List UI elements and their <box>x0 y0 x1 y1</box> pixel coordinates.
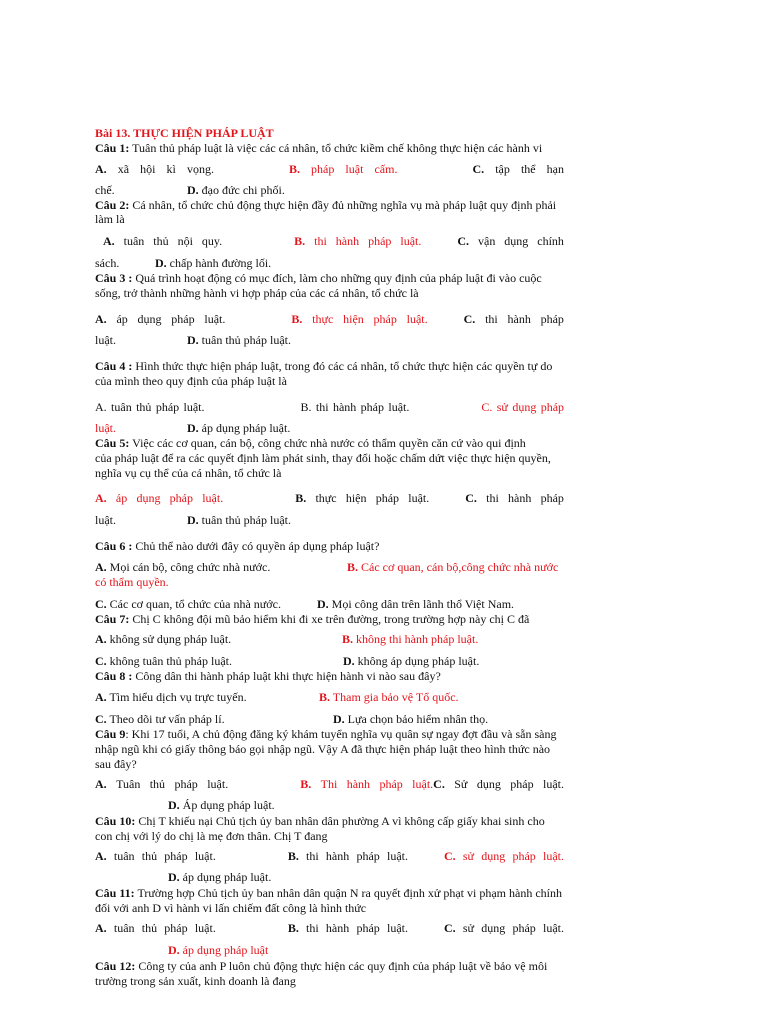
question-2: Câu 2: Cá nhân, tổ chức chủ động thực hiện đầy đủ những nghĩa vụ mà pháp luật quy định phải <box>95 198 557 212</box>
lesson-title: Bài 13. THỰC HIỆN PHÁP LUẬT <box>95 126 274 140</box>
question-1-option-d: chế. <box>95 183 115 197</box>
question-7: Câu 7: Chị C không đội mũ bảo hiểm khi đi xe trên đường, trong trường hợp này chị C đã <box>95 612 530 626</box>
question-7-option-a: A. không sử dụng pháp luật. <box>95 632 232 646</box>
question-3-wrap: luật. <box>95 333 116 347</box>
question-10-options: A. tuân thủ pháp luật. B. thi hành pháp luật. C. sử dụng pháp luật. <box>95 849 564 863</box>
question-5-cont-1: của pháp luật để ra các quyết định làm phát sinh, thay đổi hoặc chấm dứt việc thực hiện quyền, <box>95 451 551 465</box>
question-10: Câu 10: Chị T khiếu nại Chủ tịch ủy ban nhân dân phường A vì không cấp giấy khai sinh cho <box>95 814 545 828</box>
question-11-option-d: D. áp dụng pháp luật <box>168 943 269 957</box>
question-7-option-c: C. không tuân thủ pháp luật. <box>95 654 232 668</box>
question-4-option-d: D. áp dụng pháp luật. <box>187 421 291 435</box>
question-4-cont: của mình theo quy định của pháp luật là <box>95 374 287 388</box>
question-4-options: A. tuân thủ pháp luật. B. thi hành pháp luật. C. sử dụng pháp <box>95 400 565 414</box>
question-11: Câu 11: Trường hợp Chủ tịch ủy ban nhân dân quận N ra quyết định xử phạt vi phạm hành chính <box>95 886 562 900</box>
question-1-options: A. xã hội kì vọng. B. pháp luật cấm. C. tập thể hạn <box>95 162 564 176</box>
question-8-option-d: D. Lựa chọn bảo hiểm nhân thọ. <box>333 712 489 726</box>
question-5-cont-2: nghĩa vụ cụ thể của cá nhân, tổ chức là <box>95 466 282 480</box>
option-d: D. đạo đức chi phối. <box>187 183 285 197</box>
question-3: Câu 3 : Quá trình hoạt động có mục đích, làm cho những quy định của pháp luật đi vào cuộc <box>95 271 542 285</box>
question-1: Câu 1: Tuân thủ pháp luật là việc các cá nhân, tổ chức kiềm chế không thực hiện các hành vi <box>95 141 543 155</box>
question-7-option-b: B. không thi hành pháp luật. <box>342 632 479 646</box>
question-2-cont: làm là <box>95 212 125 226</box>
question-5: Câu 5: Việc các cơ quan, cán bộ, công chức nhà nước có thẩm quyền căn cứ vào qui định <box>95 436 526 450</box>
question-2-option-d: D. chấp hành đường lối. <box>155 256 272 270</box>
question-10-option-d: D. áp dụng pháp luật. <box>168 870 272 884</box>
question-6: Câu 6 : Chủ thể nào dưới đây có quyền áp dụng pháp luật? <box>95 539 380 553</box>
question-3-options: A. áp dụng pháp luật. B. thực hiện pháp luật. C. thi hành pháp <box>95 312 564 326</box>
question-5-option-d: D. tuân thủ pháp luật. <box>187 513 291 527</box>
question-6-option-a: A. Mọi cán bộ, công chức nhà nước. <box>95 560 271 574</box>
question-9: Câu 9: Khi 17 tuổi, A chủ động đăng ký khám tuyển nghĩa vụ quân sự ngay đợt đầu và sẵn sàng <box>95 727 557 741</box>
question-9-cont-1: nhập ngũ khi có giấy thông báo gọi nhập ngũ. Vậy A đã thực hiện pháp luật theo hình thức nào <box>95 742 551 756</box>
question-8-option-b: B. Tham gia bảo vệ Tổ quốc. <box>319 690 459 704</box>
question-4-wrap: luật. <box>95 421 116 435</box>
question-9-cont-2: sau đây? <box>95 757 137 771</box>
question-9-option-d: D. Áp dụng pháp luật. <box>168 798 275 812</box>
question-7-option-d: D. không áp dụng pháp luật. <box>343 654 480 668</box>
question-3-cont: sống, trở thành những hành vi hợp pháp của các cá nhân, tổ chức là <box>95 286 419 300</box>
question-6-option-b-wrap: có thẩm quyền. <box>95 575 169 589</box>
question-12: Câu 12: Công ty của anh P luôn chủ động thực hiện các quy định của pháp luật về bảo vệ môi <box>95 959 548 973</box>
question-3-option-d: D. tuân thủ pháp luật. <box>187 333 291 347</box>
question-9-options: A. Tuân thủ pháp luật. B. Thi hành pháp luật. C. Sử dụng pháp luật. <box>95 777 564 791</box>
question-8: Câu 8 : Công dân thi hành pháp luật khi thực hiện hành vi nào sau đây? <box>95 669 441 683</box>
question-12-cont: trường trong sản xuất, kinh doanh là đang <box>95 974 296 988</box>
question-5-wrap: luật. <box>95 513 116 527</box>
question-10-cont: con chị với lý do chị là mẹ đơn thân. Chị T đang <box>95 829 328 843</box>
question-11-options: A. tuân thủ pháp luật. B. thi hành pháp luật. C. sử dụng pháp luật. <box>95 921 564 935</box>
question-2-wrap: sách. <box>95 256 120 270</box>
question-6-option-d: D. Mọi công dân trên lãnh thổ Việt Nam. <box>317 597 515 611</box>
question-5-options: A. áp dụng pháp luật. B. thực hiện pháp luật. C. thi hành pháp <box>95 491 564 505</box>
question-8-option-c: C. Theo dõi tư vấn pháp lí. <box>95 712 225 726</box>
question-11-cont: đối với anh D vì hành vi lấn chiếm đất công là hình thức <box>95 901 367 915</box>
question-6-option-c: C. Các cơ quan, tổ chức của nhà nước. <box>95 597 281 611</box>
question-6-option-b: B. Các cơ quan, cán bộ,công chức nhà nước <box>347 560 559 574</box>
question-2-options: A. tuân thủ nội quy. B. thi hành pháp luật. C. vận dụng chính <box>103 234 564 248</box>
question-4: Câu 4 : Hình thức thực hiện pháp luật, trong đó các cá nhân, tổ chức thực hiện các quyền tự do <box>95 359 553 373</box>
question-8-option-a: A. Tìm hiểu dịch vụ trực tuyến. <box>95 690 247 704</box>
